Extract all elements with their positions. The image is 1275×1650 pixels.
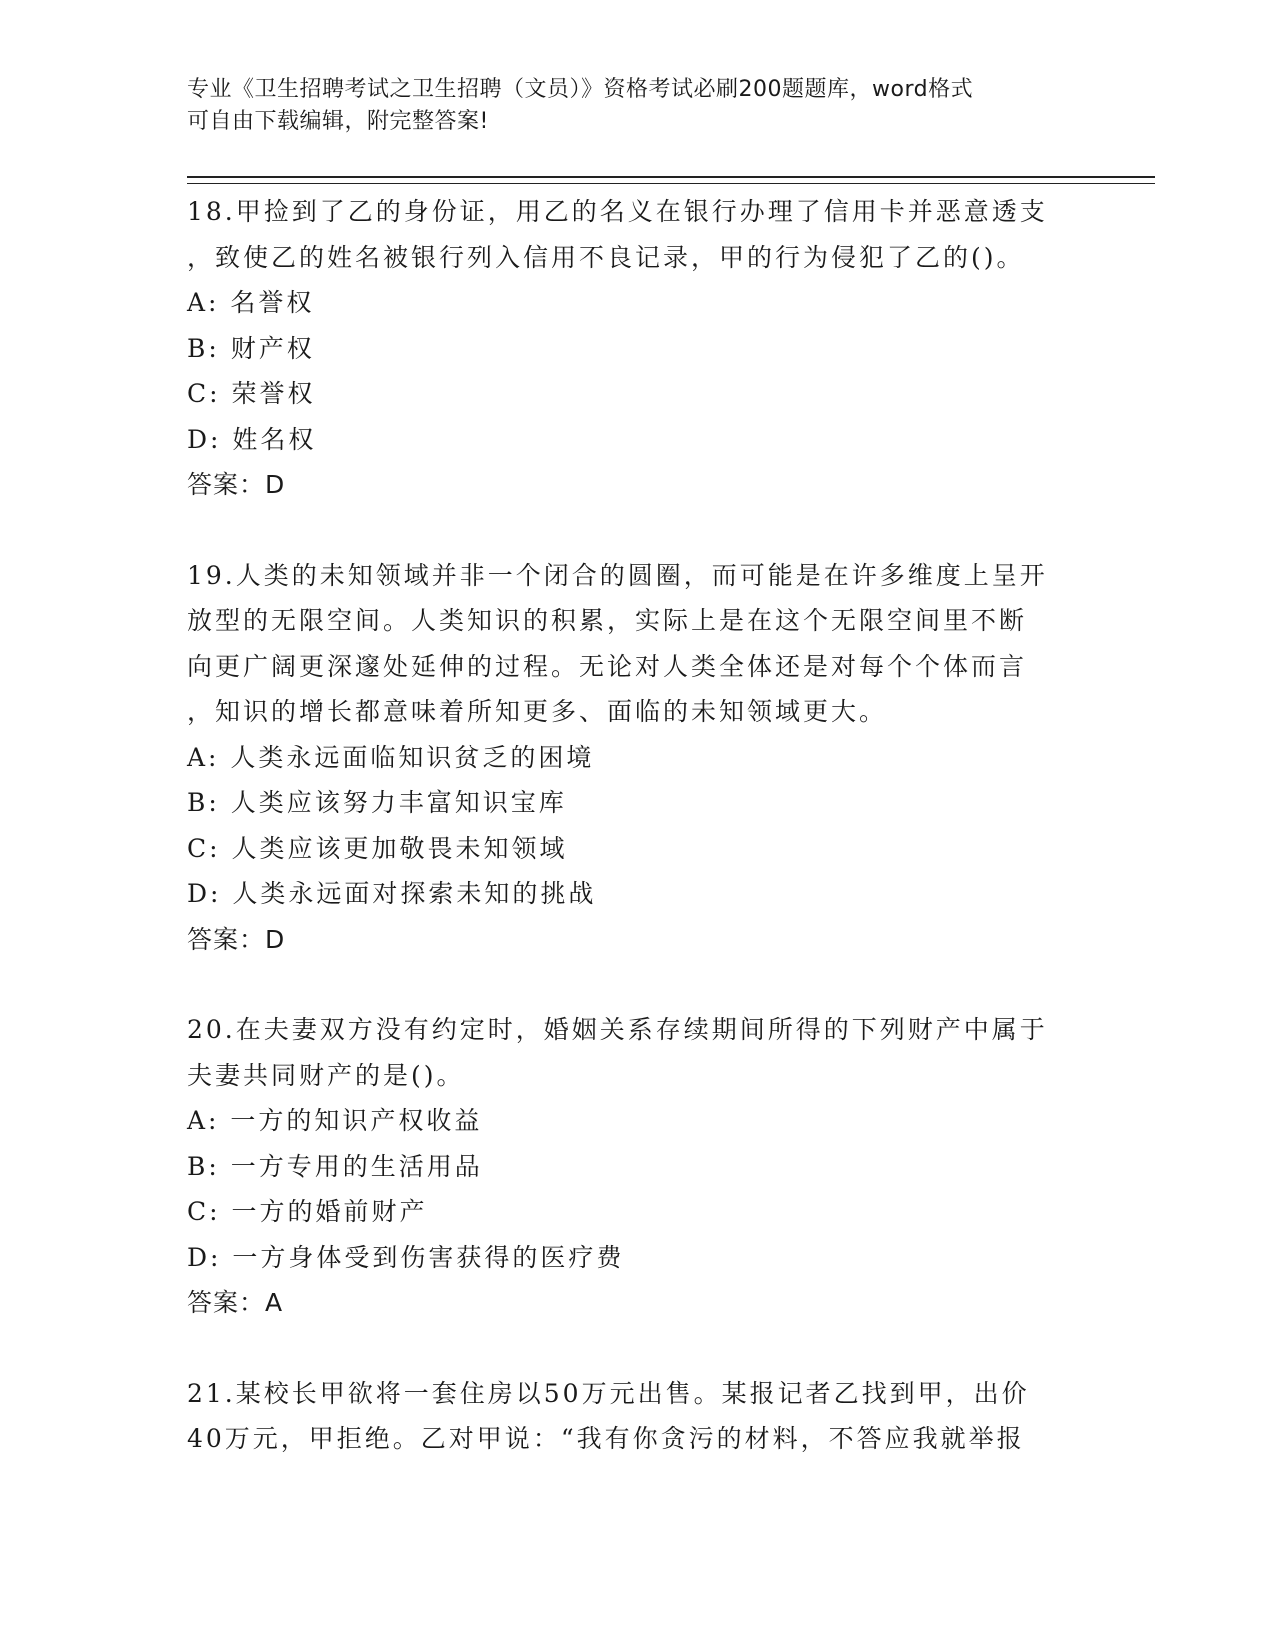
question-stem: 19.人类的未知领域并非一个闭合的圆圈，而可能是在许多维度上呈开 放型的无限空间。人类知识的积累，实际上是在这个无限空间里不断 向更广阔更深邃处延伸的过程。无论对人类全体还是对每个个体而言 ，知识的增长都意味着所知更多、面临的未知领域更大。 (187, 560, 1048, 726)
question-20 (187, 1007, 1087, 1326)
option-b: B: 人类应该努力丰富知识宝库 (187, 788, 567, 817)
option-c: C: 人类应该更加敬畏未知领域 (187, 833, 568, 863)
question-stem: 18.甲捡到了乙的身份证，用乙的名义在银行办理了信用卡并恶意透支 ，致使乙的姓名被银行列入信用不良记录，甲的行为侵犯了乙的()。 (187, 197, 1048, 272)
question-stem: 21.某校长甲欲将一套住房以50万元出售。某报记者乙找到甲，出价 40万元，甲拒绝。乙对甲说：“我有你贪污的材料，不答应我就举报 (187, 1378, 1030, 1453)
option-d: D: 一方身体受到伤害获得的医疗费 (187, 1242, 625, 1272)
option-b: B: 一方专用的生活用品 (187, 1151, 483, 1181)
document-header (187, 74, 1067, 138)
header-line-2: 可自由下载编辑，附完整答案! (187, 109, 489, 134)
option-a: A: 人类永远面临知识贫乏的困境 (187, 742, 595, 772)
answer-line: 答案：D (187, 924, 286, 954)
header-divider-thin (187, 183, 1155, 184)
question-21 (187, 1371, 1087, 1462)
header-line-1: 专业《卫生招聘考试之卫生招聘（文员）》资格考试必刷200题题库，word格式 (187, 77, 974, 102)
option-a: A: 一方的知识产权收益 (187, 1106, 483, 1135)
option-c: C: 一方的婚前财产 (187, 1197, 428, 1226)
answer-line: 答案：A (187, 1288, 284, 1317)
option-b: B: 财产权 (187, 333, 315, 363)
question-18 (187, 189, 1087, 508)
question-stem: 20.在夫妻双方没有约定时，婚姻关系存续期间所得的下列财产中属于 夫妻共同财产的是()。 (187, 1015, 1048, 1090)
option-a: A: 名誉权 (187, 288, 315, 317)
question-list (187, 189, 1087, 1507)
option-d: D: 姓名权 (187, 424, 317, 454)
question-19 (187, 553, 1087, 963)
header-divider-thick (187, 176, 1155, 178)
option-c: C: 荣誉权 (187, 379, 316, 408)
answer-line: 答案：D (187, 470, 286, 499)
option-d: D: 人类永远面对探索未知的挑战 (187, 879, 597, 908)
